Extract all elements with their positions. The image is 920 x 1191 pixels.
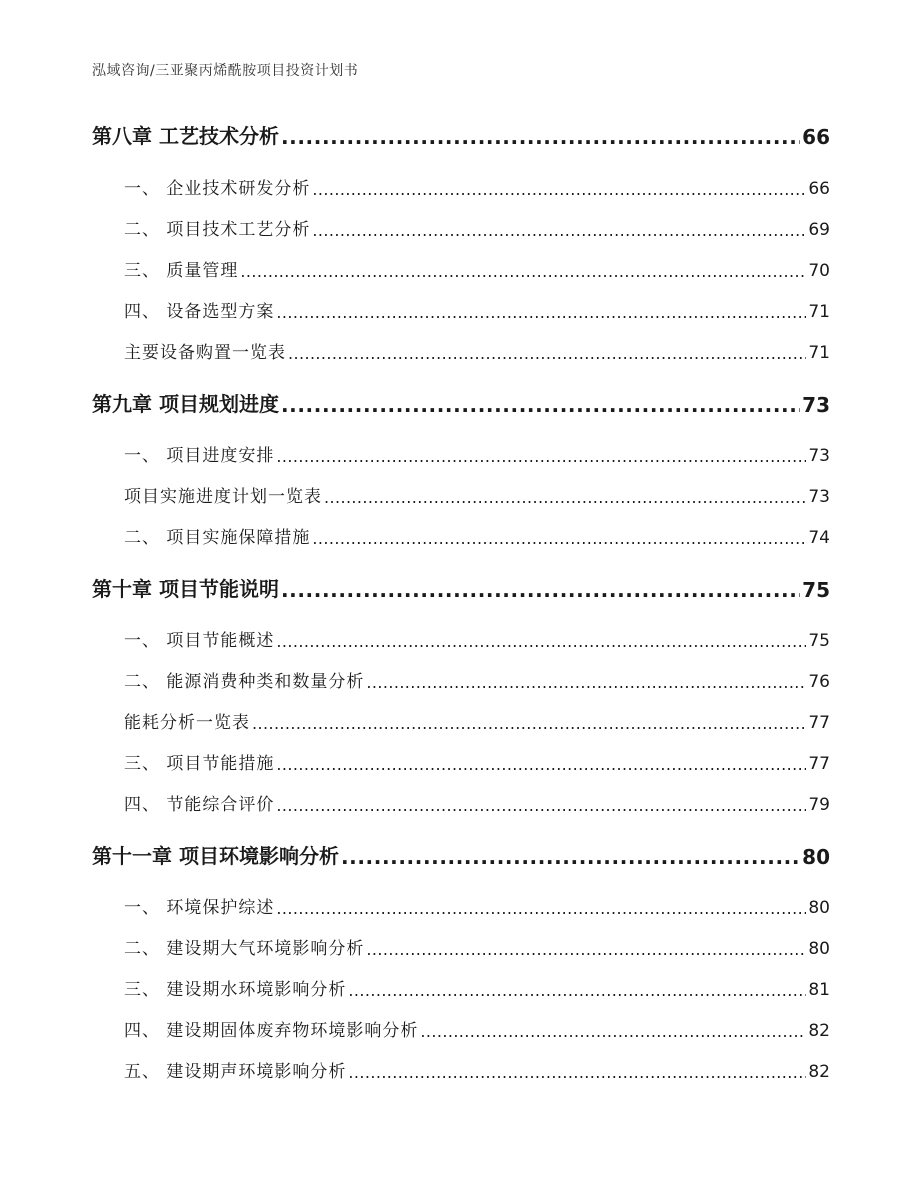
toc-page: 79 [808, 795, 830, 815]
toc-page: 80 [808, 939, 830, 959]
toc-page: 70 [808, 261, 830, 281]
toc-label: 四、 节能综合评价 [124, 795, 275, 815]
toc-label: 四、 建设期固体废弃物环境影响分析 [124, 1021, 419, 1041]
toc-leader [341, 849, 800, 869]
toc-label: 一、 企业技术研发分析 [124, 179, 311, 199]
toc-leader [252, 717, 806, 733]
toc-page: 69 [808, 220, 830, 240]
toc-leader [288, 347, 806, 363]
toc-chapter-8[interactable] [92, 121, 830, 149]
toc-entry[interactable] [124, 627, 830, 651]
toc-entry[interactable] [124, 483, 830, 507]
toc-label: 二、 能源消费种类和数量分析 [124, 672, 365, 692]
toc-chapter-9[interactable] [92, 389, 830, 417]
toc-page: 81 [808, 980, 830, 1000]
toc-leader [312, 532, 806, 548]
toc-page: 77 [808, 754, 830, 774]
toc-leader [276, 799, 806, 815]
toc-leader [276, 758, 806, 774]
toc-page: 75 [808, 631, 830, 651]
toc-page: 76 [808, 672, 830, 692]
toc-label: 二、 项目技术工艺分析 [124, 220, 311, 240]
toc-label: 三、 项目节能措施 [124, 754, 275, 774]
toc-label: 一、 环境保护综述 [124, 898, 275, 918]
toc-page: 82 [808, 1062, 830, 1082]
toc-label: 主要设备购置一览表 [124, 343, 286, 363]
toc-entry[interactable] [124, 175, 830, 199]
toc-chapter-11[interactable] [92, 841, 830, 869]
toc-entry[interactable] [124, 976, 830, 1000]
toc-label: 一、 项目进度安排 [124, 446, 275, 466]
toc-label: 第十章 项目节能说明 [92, 577, 279, 601]
toc-leader [281, 129, 800, 149]
toc-leader [324, 491, 806, 507]
toc-entry[interactable] [124, 894, 830, 918]
toc-label: 二、 项目实施保障措施 [124, 528, 311, 548]
toc-chapter-10[interactable] [92, 574, 830, 602]
toc-page: 66 [802, 125, 830, 149]
toc-label: 三、 建设期水环境影响分析 [124, 980, 347, 1000]
toc-entry[interactable] [124, 216, 830, 240]
document-header: 泓域咨询/三亚聚丙烯酰胺项目投资计划书 [92, 63, 359, 79]
toc-leader [276, 902, 806, 918]
toc-leader [281, 582, 800, 602]
toc-page: 73 [808, 446, 830, 466]
toc-page: 66 [808, 179, 830, 199]
toc-entry[interactable] [124, 935, 830, 959]
toc-page: 73 [802, 393, 830, 417]
toc-page: 82 [808, 1021, 830, 1041]
toc-page: 80 [802, 845, 830, 869]
toc-label: 能耗分析一览表 [124, 713, 250, 733]
toc-page: 74 [808, 528, 830, 548]
toc-label: 项目实施进度计划一览表 [124, 487, 322, 507]
toc-entry[interactable] [124, 791, 830, 815]
toc-entry[interactable] [124, 257, 830, 281]
toc-leader [281, 397, 800, 417]
toc-entry[interactable] [124, 668, 830, 692]
toc-page: 80 [808, 898, 830, 918]
toc-label: 二、 建设期大气环境影响分析 [124, 939, 365, 959]
toc-page: 75 [802, 578, 830, 602]
toc-leader [420, 1025, 806, 1041]
toc-entry[interactable] [124, 339, 830, 363]
toc-page: 71 [808, 343, 830, 363]
toc-entry[interactable] [124, 750, 830, 774]
toc-page: 73 [808, 487, 830, 507]
toc-leader [276, 306, 806, 322]
toc-page: 77 [808, 713, 830, 733]
toc-label: 三、 质量管理 [124, 261, 239, 281]
toc-entry[interactable] [124, 709, 830, 733]
toc-label: 第九章 项目规划进度 [92, 392, 279, 416]
toc-label: 一、 项目节能概述 [124, 631, 275, 651]
toc-leader [276, 450, 806, 466]
toc-leader [276, 635, 806, 651]
toc-entry[interactable] [124, 442, 830, 466]
toc-leader [366, 676, 806, 692]
toc-entry[interactable] [124, 1017, 830, 1041]
toc-leader [348, 1066, 806, 1082]
toc-leader [312, 224, 806, 240]
toc-leader [240, 265, 806, 281]
toc-label: 四、 设备选型方案 [124, 302, 275, 322]
toc-entry[interactable] [124, 1058, 830, 1082]
toc-page: 71 [808, 302, 830, 322]
toc-label: 第十一章 项目环境影响分析 [92, 844, 339, 868]
toc-leader [348, 984, 806, 1000]
toc-entry[interactable] [124, 298, 830, 322]
toc-label: 五、 建设期声环境影响分析 [124, 1062, 347, 1082]
toc-leader [312, 183, 806, 199]
toc-entry[interactable] [124, 524, 830, 548]
toc-label: 第八章 工艺技术分析 [92, 124, 279, 148]
toc-leader [366, 943, 806, 959]
